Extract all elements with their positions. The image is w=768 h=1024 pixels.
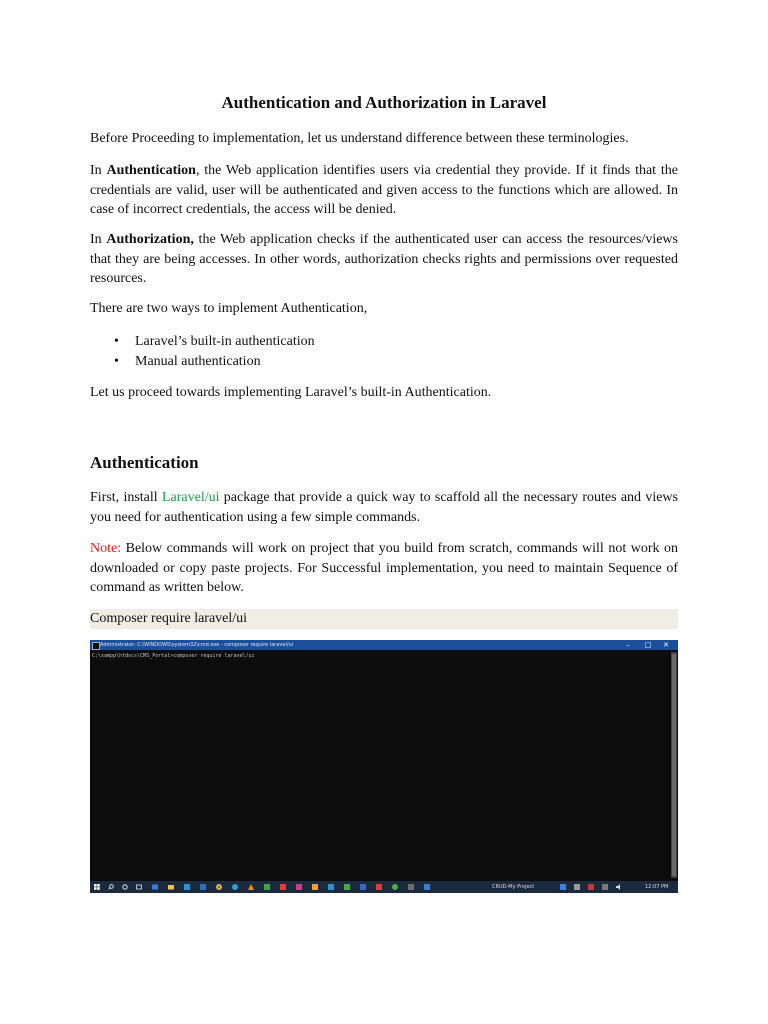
app-icon xyxy=(280,884,286,890)
task-view-icon xyxy=(136,884,142,890)
taskbar-clock: 12:07 PM xyxy=(645,884,669,890)
app-icon xyxy=(424,884,430,890)
tray-icon xyxy=(602,884,608,890)
document-title: Authentication and Authorization in Laravel xyxy=(221,93,547,112)
search-icon xyxy=(108,884,114,890)
app-icon xyxy=(376,884,382,890)
intro-paragraph: Before Proceeding to implementation, let us understand difference between these terminologies. xyxy=(90,131,629,146)
maximize-button: □ xyxy=(644,641,652,649)
command-block: Composer require laravel/ui xyxy=(90,609,678,629)
app-icon xyxy=(392,884,398,890)
app-icon xyxy=(296,884,302,890)
vlc-icon xyxy=(248,884,254,890)
laravel-ui-link[interactable]: Laravel/ui xyxy=(161,490,220,505)
proceed-paragraph: Let us proceed towards implementing Laravel’s built-in Authentication. xyxy=(90,385,492,400)
authentication-term: Authentication xyxy=(106,163,196,178)
app-icon xyxy=(264,884,270,890)
list-item xyxy=(90,352,315,372)
windows-start-icon xyxy=(94,884,100,890)
section-heading: Authentication xyxy=(90,453,199,472)
note-paragraph xyxy=(90,539,678,598)
minimize-button: – xyxy=(626,641,630,649)
terminal-prompt-line: C:\xampp\htdocs\CMS_Portal>composer require laravel/ui xyxy=(92,653,255,659)
authentication-paragraph xyxy=(90,161,678,220)
app-icon xyxy=(152,884,158,890)
volume-icon xyxy=(616,884,622,890)
cortana-icon xyxy=(122,884,128,890)
list-item-label: Manual authentication xyxy=(135,354,261,369)
terminal-scrollbar xyxy=(671,652,677,878)
install-paragraph xyxy=(90,488,678,527)
tray-icon xyxy=(574,884,580,890)
terminal-screenshot xyxy=(90,640,678,893)
authorization-paragraph xyxy=(90,230,678,289)
cmd-icon xyxy=(92,642,100,650)
tray-icon xyxy=(588,884,594,890)
terminal-titlebar xyxy=(90,640,678,650)
app-icon xyxy=(200,884,206,890)
note-label: Note: xyxy=(90,541,122,556)
note-text: Below commands will work on project that you build from scratch, commands will not work on downloaded or copy paste projects. For Successful implementation, you need to maintain Sequence of command as written below. xyxy=(90,541,678,595)
app-icon xyxy=(328,884,334,890)
app-icon xyxy=(408,884,414,890)
install-text: package that provide a quick way to scaffold all the necessary routes and views you need for authentication using a few simple commands. xyxy=(90,490,678,525)
folder-icon xyxy=(168,884,174,890)
terminal-title: Administrator: C:\WINDOWS\system32\cmd.exe - composer require laravel/ui xyxy=(100,642,294,648)
app-icon xyxy=(360,884,366,890)
auth-text: , the Web application identifies users via credential they provide. If it finds that the credentials are valid, user will be authenticated and given access to the functions which are allowed. In case of incorrect credentials, the access will be denied. xyxy=(90,163,678,217)
tray-icon xyxy=(560,884,566,890)
app-icon xyxy=(232,884,238,890)
close-button: ✕ xyxy=(663,641,669,649)
install-prefix: First, install xyxy=(90,490,162,505)
bullet-icon: • xyxy=(114,354,119,369)
app-icon xyxy=(344,884,350,890)
ways-intro: There are two ways to implement Authentication, xyxy=(90,301,368,316)
bullet-icon: • xyxy=(114,334,119,349)
vscode-icon xyxy=(184,884,190,890)
scrollbar-thumb xyxy=(672,654,676,876)
authz-prefix: In xyxy=(90,232,107,247)
taskbar-window-label: CRUD-My Project xyxy=(492,884,535,890)
list-item-label: Laravel’s built-in authentication xyxy=(135,334,315,349)
windows-taskbar xyxy=(90,881,678,893)
list-item xyxy=(90,332,315,352)
authorization-term: Authorization, xyxy=(106,232,194,247)
auth-prefix: In xyxy=(90,163,107,178)
ways-list xyxy=(90,332,315,372)
authz-text: the Web application checks if the authenticated user can access the resources/views that they are being accesses. In other words, authorization checks rights and permissions over requested resources. xyxy=(90,232,678,286)
app-icon xyxy=(312,884,318,890)
chrome-icon xyxy=(216,884,222,890)
